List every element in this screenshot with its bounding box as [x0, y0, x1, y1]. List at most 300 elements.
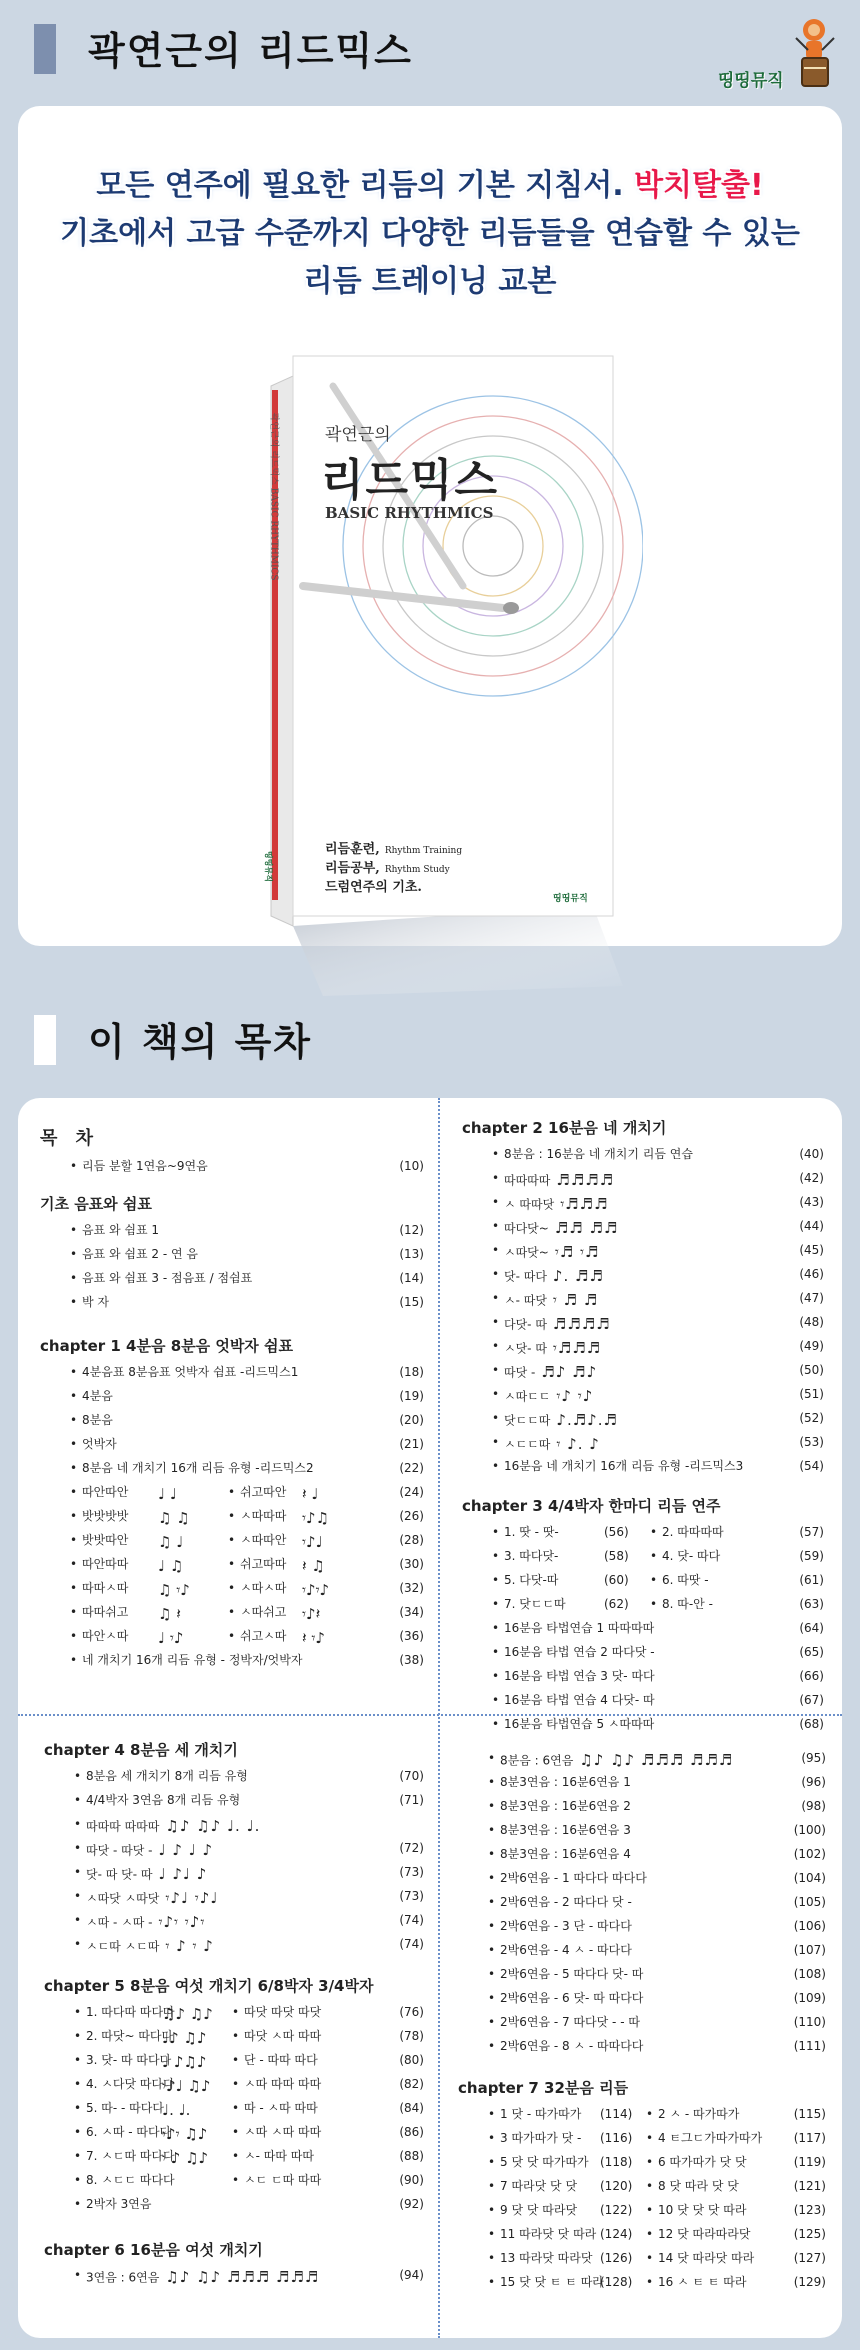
- toc-item[interactable]: • 8분음 (20): [40, 1412, 432, 1436]
- rhythm-b-label: ㅅ따ㅅ따: [240, 1580, 287, 1595]
- toc-title: 이 책의 목차: [88, 1020, 312, 1064]
- grid-a-page: (126): [600, 2250, 633, 2265]
- toc-heading: chapter 7 32분음 리듬: [458, 2079, 629, 2097]
- bullet: •: [70, 1532, 78, 1547]
- bullet: •: [74, 2172, 82, 2187]
- bullet: •: [492, 1596, 500, 1611]
- rhythm-pair-row[interactable]: [44, 2124, 432, 2148]
- grid-b-page: (127): [793, 2250, 826, 2265]
- rhythm-b-notation: 𝄾♪♫: [302, 1508, 330, 1527]
- toc-item-list: [462, 1620, 832, 1740]
- toc-item-page: (42): [799, 1170, 824, 1185]
- toc-item-page: (49): [799, 1338, 824, 1353]
- rhythm-a-label: 2. 따닷~ 따다다: [86, 2028, 174, 2043]
- grid-b-title: 2 ㅅ - 따가따가: [658, 2106, 740, 2121]
- rhythm-a-notation: ♩ ♩: [158, 1484, 177, 1503]
- rhythm-notation: ♫♪ ♫♪ ♬♬♬ ♬♬♬: [165, 2268, 320, 2287]
- rhythm-b-notation: 𝄽 ♩: [302, 1484, 319, 1503]
- toc-card: [18, 1098, 842, 2338]
- toc-item[interactable]: [462, 1620, 832, 1644]
- bullet: •: [488, 1943, 496, 1957]
- toc-item-page: (96): [801, 1775, 826, 1789]
- toc-item[interactable]: • 리듬 분할 1연음~9연음 (10): [40, 1158, 432, 1182]
- intro-highlight-red: 박치탈출!: [634, 168, 764, 203]
- toc-item-list: [44, 2267, 432, 2291]
- book-desc-ko: 리듬훈련,: [325, 842, 380, 857]
- toc-item[interactable]: [44, 1816, 432, 1840]
- toc-grid-row[interactable]: [458, 2274, 834, 2298]
- toc-item-title: 16분음 타법연습 5 ㅅ따따따: [504, 1716, 655, 1731]
- toc-item-title: 16분음 타법 연습 4 다닷- 따: [504, 1692, 655, 1707]
- bullet: •: [492, 1692, 500, 1707]
- bullet: •: [488, 2274, 496, 2289]
- toc-item-title: 8분음 세 개치기 8개 리듬 유형: [86, 1768, 248, 1783]
- toc-item[interactable]: • 음표 와 쉼표 2 - 연 음 (13): [40, 1246, 432, 1270]
- toc-item-title: 2박6연음 - 2 따다다 닷 -: [500, 1895, 632, 1909]
- toc-grid-row[interactable]: [462, 1596, 832, 1620]
- grid-b-page: (63): [799, 1596, 824, 1611]
- toc-grid-row[interactable]: [458, 2178, 834, 2202]
- bullet: •: [492, 1386, 500, 1401]
- toc-item[interactable]: • 4분음 (19): [40, 1388, 432, 1412]
- bullet: •: [492, 1548, 500, 1563]
- grid-a-page: (120): [600, 2178, 633, 2193]
- toc-item-list: [458, 1750, 834, 2062]
- toc-item-page: (109): [793, 1991, 826, 2005]
- grid-b-page: (123): [793, 2202, 826, 2217]
- toc-heading: 목 차: [40, 1128, 100, 1149]
- toc-item-page: (88): [399, 2148, 424, 2163]
- rhythm-a-label: 따안ㅅ따: [82, 1628, 129, 1643]
- grid-a-page: (62): [604, 1596, 629, 1611]
- toc-item-page: (22): [399, 1460, 424, 1475]
- toc-item[interactable]: [458, 1990, 834, 2014]
- toc-item[interactable]: • 음표 와 쉼표 1 (12): [40, 1222, 432, 1246]
- bullet: •: [488, 2226, 496, 2241]
- toc-item-title: 네 개치기 16개 리듬 유형 - 정박자/엇박자: [82, 1652, 303, 1667]
- toc-item[interactable]: • 2박자 3연음 (92): [44, 2196, 432, 2220]
- grid-b-title: 4. 닷- 따다: [662, 1548, 721, 1563]
- bullet: •: [74, 1768, 82, 1783]
- toc-item-page: (45): [799, 1242, 824, 1257]
- toc-item-title: 2박6연음 - 5 따다다 닷- 따: [500, 1967, 644, 1981]
- bullet: •: [650, 1572, 658, 1587]
- toc-item-page: (65): [799, 1644, 824, 1659]
- grid-a-title: 11 따라닷 닷 따라: [500, 2226, 597, 2241]
- rhythm-a-notation: ♩. ♩.: [162, 2100, 191, 2119]
- bullet: •: [232, 2004, 240, 2019]
- toc-item[interactable]: • 음표 와 쉼표 3 - 점음표 / 점쉼표 (14): [40, 1270, 432, 1294]
- rhythm-b-label: 쉬고따따: [240, 1556, 287, 1571]
- bullet: •: [488, 1823, 496, 1837]
- toc-item-page: (34): [399, 1604, 424, 1619]
- book-publisher: 띵띵뮤직: [553, 894, 588, 904]
- toc-item[interactable]: [462, 1314, 832, 1338]
- toc-item[interactable]: [44, 1864, 432, 1888]
- grid-b-page: (117): [793, 2130, 826, 2145]
- toc-item-page: (98): [801, 1799, 826, 1813]
- bullet: •: [74, 2076, 82, 2091]
- bullet: •: [488, 2250, 496, 2265]
- toc-item-title: 음표 와 쉼표 2 - 연 음: [82, 1246, 198, 1261]
- bullet: •: [492, 1668, 500, 1683]
- toc-item[interactable]: [44, 1912, 432, 1936]
- rhythm-notation: ♬♪ ♬♪: [541, 1362, 598, 1381]
- bullet: •: [492, 1410, 500, 1425]
- toc-item-title: 다닷- 따 ♬♬♬♬: [504, 1314, 611, 1336]
- toc-item[interactable]: [462, 1410, 832, 1434]
- grid-b-page: (119): [793, 2154, 826, 2169]
- bullet: •: [650, 1596, 658, 1611]
- grid-a-title: 7. 닷ㄷㄷ따: [504, 1596, 566, 1611]
- toc-item-title: ㅅㄷㄷ따 𝄾 ♪. ♪: [504, 1434, 600, 1456]
- toc-item[interactable]: [44, 2267, 432, 2291]
- grid-b-title: 16 ㅅ ㅌ ㅌ 따라: [658, 2274, 747, 2289]
- toc-item-page: (73): [399, 1888, 424, 1903]
- toc-item-title: 따따따 따따따 ♫♪ ♫♪ ♩. ♩.: [86, 1816, 260, 1838]
- toc-item[interactable]: [458, 1750, 834, 1774]
- toc-item-title: 8분3연음 : 16분6연음 1: [500, 1775, 631, 1789]
- toc-item-title: 16분음 타법 연습 3 닷- 따다: [504, 1668, 655, 1683]
- book-author: 곽연근의: [325, 425, 391, 445]
- bullet: •: [492, 1644, 500, 1659]
- toc-item-title: 닷ㄷㄷ따 ♪.♬♪.♬: [504, 1410, 618, 1432]
- rhythm-a-notation: ♫ 𝄾♪: [158, 1580, 190, 1599]
- rhythm-pair-row[interactable]: [44, 2172, 432, 2196]
- toc-item-page: (100): [793, 1823, 826, 1837]
- bullet: •: [488, 1775, 496, 1789]
- toc-item-title: ㅅ따ㄷㄷ 𝄾♪ 𝄾♪: [504, 1386, 593, 1408]
- toc-item[interactable]: [462, 1716, 832, 1740]
- toc-item[interactable]: [462, 1170, 832, 1194]
- toc-item[interactable]: • 박 자 (15): [40, 1294, 432, 1318]
- intro-line-1-text: 모든 연주에 필요한 리듬의 기본 지침서.: [96, 168, 624, 203]
- rhythm-pair-list: [40, 1484, 432, 1652]
- toc-item-page: (51): [799, 1386, 824, 1401]
- rhythm-b-label: 따 - ㅅ따 따따: [244, 2100, 318, 2115]
- toc-item[interactable]: • 8분음 네 개치기 16개 리듬 유형 -리드믹스2 (22): [40, 1460, 432, 1484]
- toc-item-title: 16분음 네 개치기 16개 리듬 유형 -리드믹스3: [504, 1458, 744, 1473]
- toc-item-page: (95): [801, 1751, 826, 1765]
- toc-item[interactable]: [458, 1942, 834, 1966]
- header-accent-bar: [34, 1015, 56, 1065]
- toc-grid-row[interactable]: [458, 2202, 834, 2226]
- grid-b-page: (121): [793, 2178, 826, 2193]
- rhythm-notation: ♬♬♬♬: [556, 1170, 615, 1189]
- bullet: •: [232, 2100, 240, 2115]
- book-desc-ko: 드럼연주의 기초.: [325, 880, 422, 895]
- toc-item[interactable]: • 네 개치기 16개 리듬 유형 - 정박자/엇박자 (38): [40, 1652, 432, 1676]
- rhythm-a-label: 밧밧밧밧: [82, 1508, 129, 1523]
- rhythm-a-notation: ♫♪ ♫♪: [162, 2004, 213, 2023]
- toc-item-title: 음표 와 쉼표 1: [82, 1222, 160, 1237]
- rhythm-notation: ♬♬ ♬♬: [554, 1218, 619, 1237]
- toc-item-title: ㅅ따 - ㅅ따 - 𝄾♪𝄾 𝄾♪𝄾: [86, 1912, 205, 1934]
- toc-item-title: 음표 와 쉼표 3 - 점음표 / 점쉼표: [82, 1270, 253, 1285]
- grid-a-title: 5. 다닷-따: [504, 1572, 559, 1587]
- bullet: •: [70, 1580, 78, 1595]
- toc-item[interactable]: [462, 1386, 832, 1410]
- toc-item-page: (70): [399, 1768, 424, 1783]
- toc-item[interactable]: [458, 1918, 834, 1942]
- toc-item[interactable]: [462, 1218, 832, 1242]
- toc-grid-row[interactable]: [458, 2226, 834, 2250]
- toc-item-list: [44, 1768, 432, 1960]
- bullet: •: [70, 1556, 78, 1571]
- bullet: •: [74, 2028, 82, 2043]
- toc-grid-row[interactable]: [458, 2250, 834, 2274]
- rhythm-pair-list: [44, 2004, 432, 2196]
- toc-item[interactable]: • 엇박자 (21): [40, 1436, 432, 1460]
- toc-item-page: (67): [799, 1692, 824, 1707]
- toc-item[interactable]: [44, 1768, 432, 1792]
- intro-card: [18, 106, 842, 946]
- grid-b-title: 10 닷 닷 닷 따라: [658, 2202, 747, 2217]
- bullet: •: [70, 1484, 78, 1499]
- toc-item-title: 2박6연음 - 7 따다닷 - - 따: [500, 2015, 640, 2029]
- bullet: •: [228, 1484, 236, 1499]
- grid-a-page: (58): [604, 1548, 629, 1563]
- toc-item-title: ㅅ따닷 ㅅ따닷 𝄾♪♩ 𝄾♪♩: [86, 1888, 218, 1910]
- toc-item[interactable]: [44, 1888, 432, 1912]
- toc-item-page: (82): [399, 2076, 424, 2091]
- rhythm-pair-row[interactable]: [44, 2076, 432, 2100]
- rhythm-pair-row[interactable]: [44, 2052, 432, 2076]
- rhythm-b-notation: 𝄾♪𝄽: [302, 1604, 321, 1623]
- bullet: •: [74, 1816, 82, 1831]
- rhythm-b-label: ㅅ따따안: [240, 1532, 287, 1547]
- grid-b-title: 8 닷 따라 닷 닷: [658, 2178, 739, 2193]
- rhythm-notation: 𝄾♪𝄾 𝄾♪𝄾: [158, 1912, 206, 1931]
- rhythm-pair-row[interactable]: [40, 1484, 432, 1508]
- toc-item-title: 8분음 네 개치기 16개 리듬 유형 -리드믹스2: [82, 1460, 314, 1475]
- toc-item[interactable]: [458, 1894, 834, 1918]
- grid-a-page: (124): [600, 2226, 633, 2241]
- rhythm-pair-row[interactable]: [44, 2148, 432, 2172]
- toc-grid-row[interactable]: [462, 1524, 832, 1548]
- bullet: •: [492, 1572, 500, 1587]
- bullet: •: [492, 1290, 500, 1305]
- book-desc-line: [325, 876, 462, 895]
- toc-item[interactable]: [458, 1846, 834, 1870]
- toc-item-title: 닷- 따 닷- 따 ♩ ♪♩ ♪: [86, 1864, 207, 1886]
- toc-item-page: (102): [793, 1847, 826, 1861]
- rhythm-pair-row[interactable]: [40, 1532, 432, 1556]
- rhythm-a-notation: 𝄾 ♪ ♫♪: [162, 2148, 209, 2167]
- rhythm-a-label: 밧밧따안: [82, 1532, 129, 1547]
- toc-item-page: (40): [799, 1146, 824, 1161]
- rhythm-a-notation: ♩♪ ♫♪: [162, 2028, 207, 2047]
- toc-item-page: (110): [793, 2015, 826, 2029]
- grid-a-page: (56): [604, 1524, 629, 1539]
- toc-item[interactable]: [462, 1692, 832, 1716]
- toc-heading: chapter 2 16분음 네 개치기: [462, 1119, 667, 1137]
- bullet: •: [488, 1895, 496, 1909]
- toc-item-title: 따다닷~ ♬♬ ♬♬: [504, 1218, 618, 1240]
- toc-grid-row[interactable]: [458, 2130, 834, 2154]
- toc-grid-row[interactable]: [462, 1548, 832, 1572]
- rhythm-pair-row[interactable]: [44, 2100, 432, 2124]
- toc-item-page: (44): [799, 1218, 824, 1233]
- toc-item-title: 8분3연음 : 16분6연음 4: [500, 1847, 631, 1861]
- toc-item[interactable]: [462, 1266, 832, 1290]
- rhythm-pair-row[interactable]: [40, 1580, 432, 1604]
- rhythm-notation: ♫♪ ♫♪ ♬♬♬ ♬♬♬: [579, 1751, 734, 1769]
- toc-item[interactable]: [462, 1338, 832, 1362]
- toc-item[interactable]: [462, 1362, 832, 1386]
- rhythm-a-label: 1. 따다따 따다따: [86, 2004, 175, 2019]
- header-accent-bar: [34, 24, 56, 74]
- toc-grid-row[interactable]: [458, 2154, 834, 2178]
- toc-heading: chapter 6 16분음 여섯 개치기: [44, 2240, 263, 2259]
- bullet: •: [488, 1847, 496, 1861]
- toc-item-page: (71): [399, 1792, 424, 1807]
- bullet: •: [492, 1146, 500, 1161]
- toc-item-page: (68): [799, 1716, 824, 1731]
- toc-item-title: 4/4박자 3연음 8개 리듬 유형: [86, 1792, 241, 1807]
- toc-item[interactable]: [44, 1792, 432, 1816]
- rhythm-b-label: ㅅ따따따: [240, 1508, 287, 1523]
- toc-item[interactable]: [462, 1242, 832, 1266]
- toc-item-page: (47): [799, 1290, 824, 1305]
- grid-b-title: 8. 따-안 -: [662, 1596, 713, 1611]
- rhythm-pair-row[interactable]: [44, 2004, 432, 2028]
- grid-a-title: 1. 땃 - 땃-: [504, 1524, 559, 1539]
- toc-item-title: 2박6연음 - 6 닷- 따 따다다: [500, 1991, 644, 2005]
- toc-item[interactable]: [462, 1146, 832, 1170]
- rhythm-pair-row[interactable]: [44, 2028, 432, 2052]
- rhythm-b-label: ㅅ따 따따 따따: [244, 2076, 322, 2091]
- toc-item[interactable]: [458, 1966, 834, 1990]
- toc-item-title: 8분음 : 16분음 네 개치기 리듬 연습: [504, 1146, 693, 1161]
- rhythm-b-label: ㅅ따쉬고: [240, 1604, 287, 1619]
- rhythm-a-notation: ♫ 𝄽: [158, 1604, 181, 1623]
- toc-heading: chapter 5 8분음 여섯 개치기 6/8박자 3/4박자: [44, 1976, 374, 1995]
- toc-item[interactable]: [458, 1870, 834, 1894]
- book-desc-line: [325, 838, 462, 857]
- bullet: •: [232, 2124, 240, 2139]
- grid-a-title: 7 따라닷 닷 닷: [500, 2178, 578, 2193]
- toc-item-page: (111): [793, 2039, 826, 2053]
- toc-item-page: (28): [399, 1532, 424, 1547]
- toc-item-page: (38): [399, 1652, 424, 1667]
- rhythm-notation: 𝄾 ♬ ♬: [552, 1290, 599, 1309]
- toc-item-title: 4분음: [82, 1388, 113, 1403]
- book-spine-text: 곽연근의 리드믹스 BASIC RHYTHMICS: [268, 412, 279, 581]
- book-spine-publisher: 띵띵뮤직: [263, 851, 273, 882]
- grid-a-page: (128): [600, 2274, 633, 2289]
- toc-item-page: (86): [399, 2124, 424, 2139]
- bullet: •: [492, 1458, 500, 1473]
- rhythm-pair-row[interactable]: [40, 1604, 432, 1628]
- toc-item-page: (24): [399, 1484, 424, 1499]
- grid-b-title: 14 닷 따라닷 따라: [658, 2250, 755, 2265]
- toc-heading: 기초 음표와 쉼표: [40, 1195, 152, 1214]
- bullet: •: [492, 1434, 500, 1449]
- toc-item[interactable]: • 4분음표 8분음표 엇박자 쉼표 -리드믹스1 (18): [40, 1364, 432, 1388]
- rhythm-b-notation: 𝄽 ♫: [302, 1556, 325, 1575]
- bullet: •: [74, 1936, 82, 1951]
- toc-item-title: ㅅ따닷~ 𝄾♬ 𝄾♬: [504, 1242, 600, 1264]
- bullet: •: [646, 2154, 654, 2169]
- rhythm-notation: 𝄾 ♪. ♪: [556, 1434, 600, 1453]
- toc-item-page: (26): [399, 1508, 424, 1523]
- toc-item[interactable]: [462, 1668, 832, 1692]
- intro-line-3: 리듬 트레이닝 교본: [303, 264, 557, 299]
- toc-item[interactable]: [462, 1458, 832, 1482]
- toc-item[interactable]: [462, 1290, 832, 1314]
- bullet: •: [70, 1604, 78, 1619]
- toc-grid: [458, 2106, 834, 2298]
- column-divider: [438, 1098, 440, 2338]
- bullet: •: [488, 1871, 496, 1885]
- rhythm-pair-row[interactable]: [40, 1508, 432, 1532]
- publisher-logo[interactable]: [716, 8, 846, 98]
- rhythm-a-label: 7. ㅅㄷ따 따다다: [86, 2148, 175, 2163]
- bullet: •: [488, 1751, 496, 1765]
- toc-item[interactable]: [458, 2038, 834, 2062]
- rhythm-b-label: ㅅ따 ㅅ따 따따: [244, 2124, 322, 2139]
- toc-item[interactable]: [44, 1840, 432, 1864]
- toc-item[interactable]: [458, 1822, 834, 1846]
- toc-item-title: ㅅ 따따닷 𝄾♬♬♬: [504, 1194, 609, 1216]
- toc-item-page: (72): [399, 1840, 424, 1855]
- bullet: •: [492, 1524, 500, 1539]
- rhythm-notation: 𝄾♪♩ 𝄾♪♩: [165, 1888, 219, 1907]
- bullet: •: [646, 2226, 654, 2241]
- toc-item[interactable]: [458, 2014, 834, 2038]
- grid-b-page: (115): [793, 2106, 826, 2121]
- toc-item[interactable]: [44, 1936, 432, 1960]
- rhythm-b-notation: 𝄾♪♩: [302, 1532, 323, 1551]
- toc-item-page: (107): [793, 1943, 826, 1957]
- grid-b-title: 2. 따따따따: [662, 1524, 724, 1539]
- toc-item[interactable]: [462, 1434, 832, 1458]
- toc-item-page: (30): [399, 1556, 424, 1571]
- rhythm-notation: 𝄾 ♪ 𝄾 ♪: [165, 1936, 214, 1955]
- bullet: •: [646, 2274, 654, 2289]
- toc-grid-row[interactable]: [462, 1572, 832, 1596]
- rhythm-pair-row[interactable]: [40, 1628, 432, 1652]
- rhythm-b-label: 단 - 따따 따다: [244, 2052, 318, 2067]
- toc-item[interactable]: [458, 1798, 834, 1822]
- grid-b-title: 6. 따땃 -: [662, 1572, 709, 1587]
- bullet: •: [488, 1967, 496, 1981]
- toc-item-page: (18): [399, 1364, 424, 1379]
- toc-item-title: 박 자: [82, 1294, 109, 1309]
- toc-item-page: (13): [399, 1246, 424, 1261]
- toc-grid-row[interactable]: [458, 2106, 834, 2130]
- rhythm-b-label: ㅅ- 따따 따따: [244, 2148, 314, 2163]
- toc-item-page: (32): [399, 1580, 424, 1595]
- toc-item-page: (53): [799, 1434, 824, 1449]
- grid-a-title: 3 따가따가 닷 -: [500, 2130, 582, 2145]
- rhythm-notation: ♫♪ ♫♪ ♩. ♩.: [165, 1816, 261, 1835]
- toc-item[interactable]: [458, 1774, 834, 1798]
- toc-item[interactable]: [462, 1644, 832, 1668]
- rhythm-b-label: 따닷 따닷 따닷: [244, 2004, 322, 2019]
- toc-item[interactable]: [462, 1194, 832, 1218]
- bullet: •: [646, 2130, 654, 2145]
- rhythm-a-notation: ♫ ♫: [158, 1508, 190, 1527]
- rhythm-pair-row[interactable]: [40, 1556, 432, 1580]
- toc-item-page: (108): [793, 1967, 826, 1981]
- toc-item-page: (66): [799, 1668, 824, 1683]
- bullet: •: [74, 2124, 82, 2139]
- book-desc-en: Rhythm Study: [384, 865, 450, 875]
- bullet: •: [74, 2148, 82, 2163]
- bullet: •: [492, 1314, 500, 1329]
